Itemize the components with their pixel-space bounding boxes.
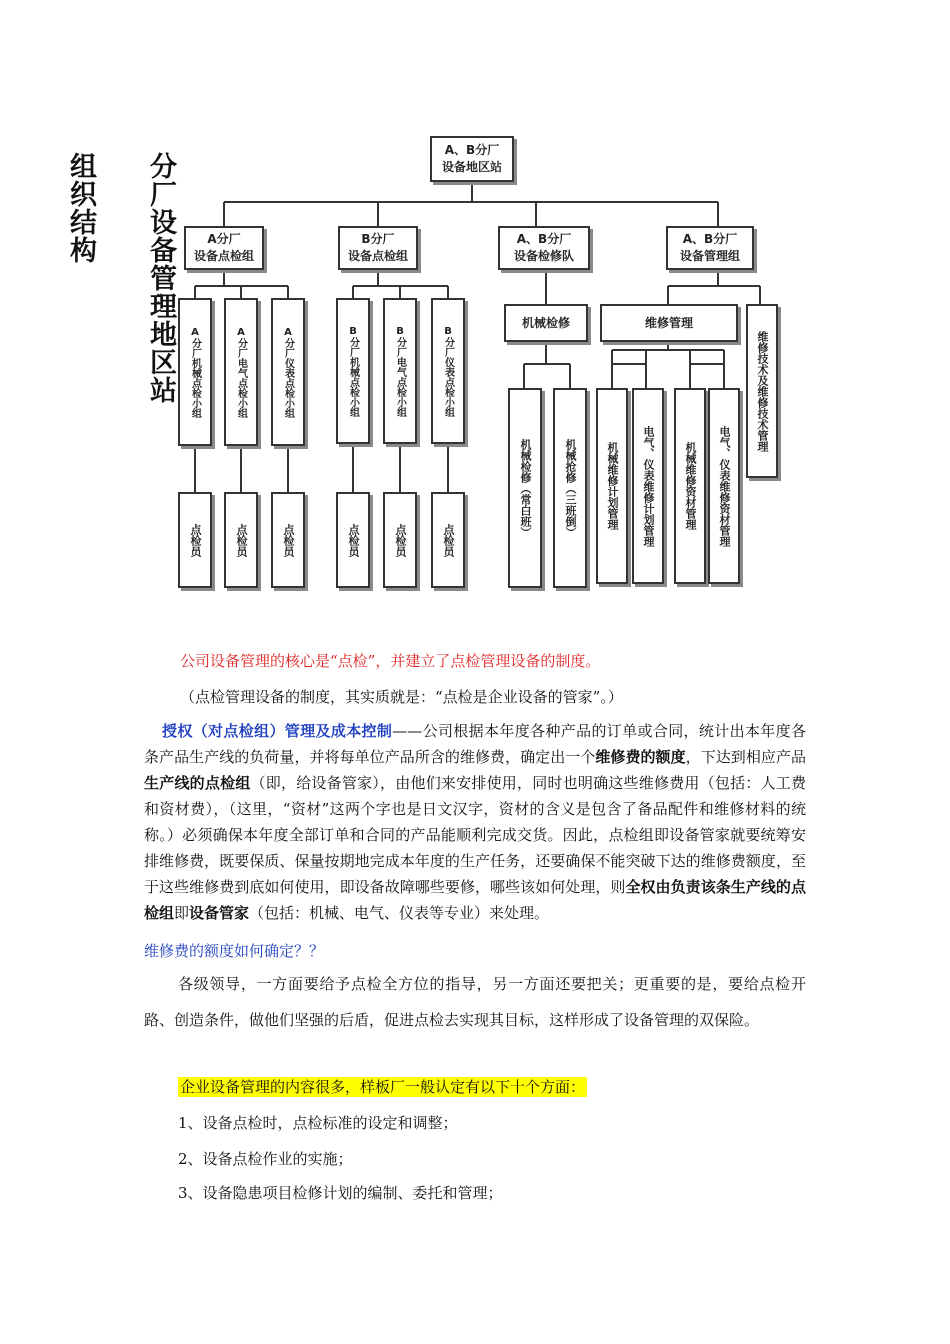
authorization-paragraph — [144, 718, 806, 926]
node-b-elec-group: B分厂电气点检小组 — [383, 298, 417, 444]
authorization-em-1: 维修费的额度 — [595, 748, 686, 766]
leadership-paragraph — [144, 966, 806, 1038]
list-item-2: 2、设备点检作业的实施； — [178, 1150, 353, 1168]
authorization-text-2: ，下达到相应产品 — [685, 748, 806, 766]
leadership-text: 各级领导，一方面要给予点检全方位的指导，另一方面还要把关；更重要的是，要给点检开路、创造条件，做他们坚强的后盾，促进点检去实现其目标，这样形成了设备管理的双保险。 — [144, 975, 806, 1029]
node-elec-materials: 电气、仪表维修资材管理 — [708, 388, 740, 584]
node-a-inspector-2: 点检员 — [224, 492, 258, 588]
node-mech-emergency: 机械抢修（三班倒） — [553, 388, 587, 588]
node-b-inspector-3: 点检员 — [431, 492, 465, 588]
node-a-inspector-3: 点检员 — [271, 492, 305, 588]
node-a-inspection-group: A分厂 设备点检组 — [184, 226, 264, 270]
authorization-text-3: （即，给设备管家），由他们来安排使用，同时也明确这些维修费用（包括：人工费和资材费），（这里，“资材”这两个字也是日文汉字，资材的含义是包含了备品配件和维修材料的统称。）必须确保本年度全部订单和合同的产品能顺利完成交货。因此，点检组即设备管家就要统筹安排维修费，既要保质、保量按期地完成本年度的生产任务，还要确保不能突破下达的维修费额度，至于这些维修费到底如何使用，即设备故障哪些要修，哪些该如何处理，则 — [144, 774, 806, 896]
node-b-inspector-1: 点检员 — [336, 492, 370, 588]
node-maint-mgmt: 维修管理 — [600, 304, 738, 342]
node-a-mech-group: A分厂机械点检小组 — [178, 298, 212, 446]
node-mech-plan: 机械维修计划管理 — [596, 388, 628, 584]
management-scope-intro — [178, 1074, 818, 1100]
node-b-inspector-2: 点检员 — [383, 492, 417, 588]
node-elec-plan: 电气、仪表维修计划管理 — [632, 388, 664, 584]
authorization-em-3: 全权由负责该条生产线的点检组 — [144, 878, 806, 922]
budget-question: 维修费的额度如何确定？？ — [144, 942, 325, 960]
node-a-instr-group: A分厂仪表点检小组 — [271, 298, 305, 446]
node-a-elec-group: A分厂电气点检小组 — [224, 298, 258, 446]
node-b-instr-group: B分厂仪表点检小组 — [431, 298, 465, 444]
node-mech-repair-day: 机械检修（常白班） — [508, 388, 542, 588]
node-mech-materials: 机械维修资材管理 — [674, 388, 706, 584]
core-statement: 公司设备管理的核心是“点检”，并建立了点检管理设备的制度。 — [180, 652, 601, 670]
node-repair-team: A、B分厂 设备检修队 — [498, 226, 590, 270]
node-maint-tech: 维修技术及维修技术管理 — [746, 304, 778, 478]
node-a-inspector-1: 点检员 — [178, 492, 212, 588]
highlighted-intro: 企业设备管理的内容很多，样板厂一般认定有以下十个方面： — [180, 1078, 586, 1096]
authorization-text-1: ——公司根据本年度各种产品的订单或合同，统计出本年度各条产品生产线的负荷量，并将每单位产品所含的维修费，确定出一个 — [144, 722, 806, 766]
org-chart — [65, 126, 774, 600]
list-item-3: 3、设备隐患项目检修计划的编制、委托和管理； — [178, 1184, 503, 1202]
authorization-heading: 授权（对点检组）管理及成本控制 — [162, 722, 393, 740]
authorization-text-4: 即 — [174, 904, 190, 922]
node-mech-repair: 机械检修 — [504, 304, 588, 342]
authorization-em-2: 生产线的点检组 — [144, 774, 251, 792]
node-management-group: A、B分厂 设备管理组 — [666, 226, 754, 270]
core-explanation: （点检管理设备的制度，其实质就是：“点检是企业设备的管家”。） — [180, 688, 623, 706]
list-item-1: 1、设备点检时，点检标准的设定和调整； — [178, 1114, 458, 1132]
node-b-mech-group: B分厂机械点检小组 — [336, 298, 370, 444]
authorization-em-4: 设备管家 — [189, 904, 250, 922]
root-node: A、B分厂 设备地区站 — [430, 136, 514, 182]
node-b-inspection-group: B分厂 设备点检组 — [338, 226, 418, 270]
authorization-text-5: （包括：机械、电气、仪表等专业）来处理。 — [249, 904, 550, 922]
chart-title: 分厂设备管理地区站 组织结构 — [65, 152, 176, 404]
